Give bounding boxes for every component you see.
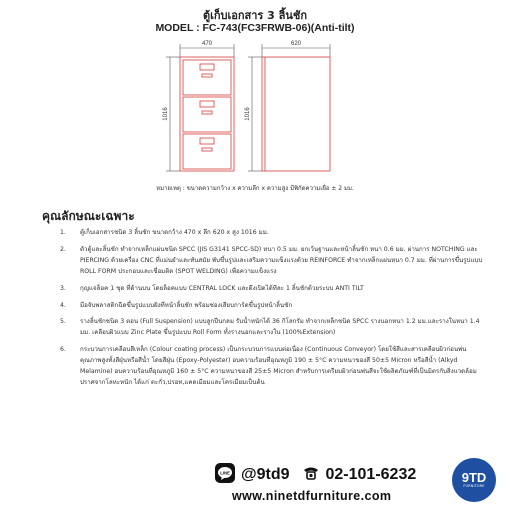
features-list [60, 228, 485, 395]
product-title: ตู้เก็บเอกสาร 3 ลิ้นชัก [202, 9, 308, 22]
feature-item [60, 228, 485, 239]
logo-subtext: FURNITURE [463, 484, 485, 488]
tolerance-note: หมายเหตุ : ขนาดความกว้าง x ความลึก x ความสูง มีพิกัดความเผื่อ ± 2 มม. [156, 185, 354, 192]
model-number: MODEL : FC-743(FC3FRWB-06)(Anti-tilt) [155, 22, 355, 34]
brand-logo [452, 458, 496, 502]
line-id[interactable]: @9td9 [241, 466, 290, 483]
feature-number: 2. [60, 245, 66, 253]
line-app-icon[interactable] [215, 463, 235, 488]
cabinet-side-view [262, 57, 330, 171]
feature-number: 5. [60, 318, 66, 326]
label-holder-2 [202, 111, 212, 114]
side-depth-label: 620 [290, 41, 302, 47]
front-width-label: 470 [201, 41, 213, 47]
label-holder-3 [202, 148, 212, 151]
feature-number: 1. [60, 229, 66, 236]
drawer-front-1 [183, 60, 231, 95]
feature-item [60, 301, 485, 312]
feature-text: ตู้เก็บเอกสารชนิด 3 ลิ้นชัก ขนาดกว้าง 470 x ลึก 620 x สูง 1016 มม. [80, 229, 269, 236]
side-height-label: 1016 [245, 107, 251, 121]
features-heading: คุณลักษณะเฉพาะ [42, 209, 135, 223]
drawer-front-2 [183, 97, 231, 132]
feature-number: 3. [60, 284, 66, 292]
feature-item [60, 317, 485, 339]
drawer-handle-1 [200, 64, 214, 70]
drawer-handle-2 [200, 101, 214, 107]
phone-number[interactable]: 02-101-6232 [325, 466, 417, 483]
drawer-handle-3 [200, 138, 214, 144]
feature-text: รางลิ้นชักชนิด 3 ตอน (Full Suspension) แบบลูกปืนกลม รับน้ำหนักได้ 36 กิโลกรัม ทำจากเหล็กชนิด SPCC รางนอกหนา 1.2 มม.และรางในหนา 1.4 มม. เคลือบผิวแบบ Zinc Plate ขึ้นรูปแบบ Roll Form ทั้งรางนอกและรางใน (100%Extension) [80, 318, 480, 337]
drawer-front-3 [183, 134, 231, 169]
feature-number: 6. [60, 346, 66, 354]
feature-text: มือจับพลาสติกฉีดขึ้นรูปแบบฝังที่หน้าลิ้นชัก พร้อมช่องเสียบการ์ดขึ้นรูปหน้าลิ้นชัก [80, 301, 293, 309]
contact-bar [215, 462, 416, 488]
label-holder-1 [202, 74, 212, 77]
feature-text: กุญแจล็อค 1 ชุด ที่ด้านบน โดยล็อคแบบ CENTRAL LOCK และดึงเปิดได้ทีละ 1 ลิ้นชักด้วยระบบ ANTI TILT [80, 284, 364, 292]
svg-text:LINE: LINE [220, 470, 230, 475]
feature-item [60, 284, 485, 295]
website-link[interactable]: www.ninetdfurniture.com [232, 489, 392, 503]
feature-number: 4. [60, 301, 66, 309]
feature-text: ตัวตู้และลิ้นชัก ทำจากเหล็กแผ่นชนิด SPCC (JIS G3141 SPCC-SD) หนา 0.5 มม. ยกเว้นฐานและหน้าลิ้นชัก หนา 0.6 มม. ผ่านการ NOTCHING และ PIERCING ด้วยเครื่อง CNC ที่แม่นยำและทันสมัย พับขึ้นรูปและเสริมความแข็งแรงด้วย REINFORCE ทำจากเหล็กแผ่นหนา 0.7 มม. ที่ผ่านการขึ้นรูปแบบ ROLL FORM ประกอบและเชื่อมติด (SPOT WELDING) เพื่อความแข็งแรง [80, 245, 483, 275]
cabinet-dimension-drawing [0, 0, 510, 185]
logo-text: 9TD [461, 470, 487, 485]
phone-icon [302, 464, 320, 487]
cabinet-front-view [180, 57, 234, 171]
feature-item [60, 345, 485, 389]
feature-item [60, 245, 485, 278]
cabinet-side-body [262, 57, 330, 171]
front-height-label: 1016 [163, 107, 169, 121]
feature-text: กระบวนการเคลือบสีเหล็ก (Colour coating process) เป็นกระบวนการแบบต่อเนื่อง (Continuous Conveyor) โดยใช้สีและสารเคลือบผิวก่อนพ่นคุณภาพสูงทั้งสีฝุ่นหรือสีน้ำ โดยสีฝุ่น (Epoxy-Polyester) อบความร้อนที่อุณหภูมิ 190 ± 5°C ความหนาของสี 50±5 Micron หรือสีน้ำ (Alkyd Melamine) อบความร้อนที่อุณหภูมิ 160 ± 5°C ความหนาของสี 25±5 Micron สำหรับการเตรียมผิวก่อนพ่นสีจะใช้ผลิตภัณฑ์ที่เป็นมิตรกับสิ่งแวดล้อม ปราศจากโลหะหนัก ได้แก่ ตะกั่ว,ปรอท,แคดเมียมและโครเมียมเป็นต้น [80, 346, 477, 386]
